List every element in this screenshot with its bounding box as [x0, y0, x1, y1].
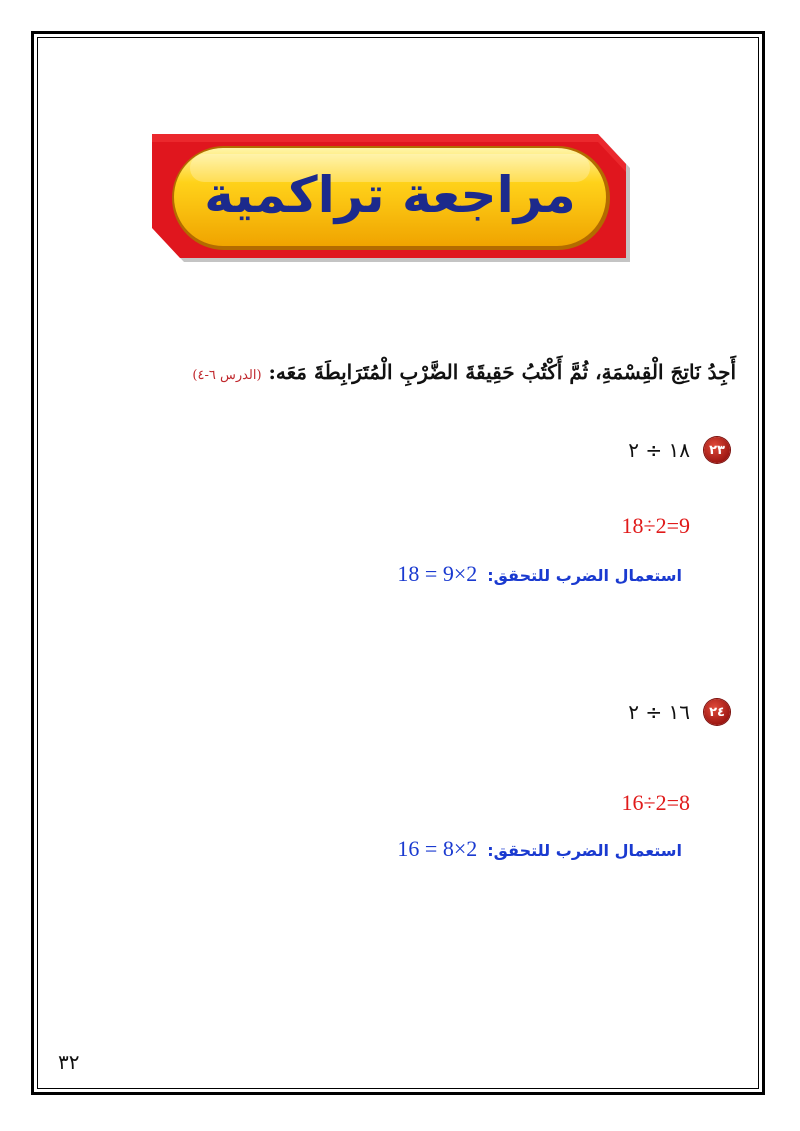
- problem-23: [628, 437, 730, 463]
- answer-24: [622, 790, 690, 816]
- instruction-line: [56, 360, 736, 384]
- check-23: [397, 561, 682, 587]
- problem-24: [628, 699, 730, 725]
- check-expression: 16 = 8×2: [397, 836, 478, 861]
- check-24: [397, 836, 682, 862]
- instruction-text: أَجِدُ نَاتِجَ الْقِسْمَةِ، ثُمَّ أَكْتُبُ حَقِيقَةَ الضَّرْبِ الْمُتَرَابِطَةَ مَعَه:: [268, 360, 736, 384]
- page-number: ٣٢: [58, 1050, 80, 1074]
- problem-number-badge: ٢٣: [704, 437, 730, 463]
- answer-result: 8: [679, 790, 690, 815]
- problem-expression: ١٨ ÷ ٢: [628, 438, 690, 462]
- lesson-reference: (الدرس ٦-٤): [192, 368, 262, 383]
- answer-23: [622, 513, 690, 539]
- answer-result: 9: [679, 513, 690, 538]
- answer-expression: 16÷2=: [621, 790, 679, 815]
- answer-expression: 18÷2=: [621, 513, 679, 538]
- check-label: استعمال الضرب للتحقق:: [487, 566, 682, 585]
- check-expression: 18 = 9×2: [397, 561, 478, 586]
- problem-number-badge: ٢٤: [704, 699, 730, 725]
- problem-expression: ١٦ ÷ ٢: [628, 700, 690, 724]
- page-title: مراجعة تراكمية: [204, 166, 576, 224]
- check-label: استعمال الضرب للتحقق:: [487, 841, 682, 860]
